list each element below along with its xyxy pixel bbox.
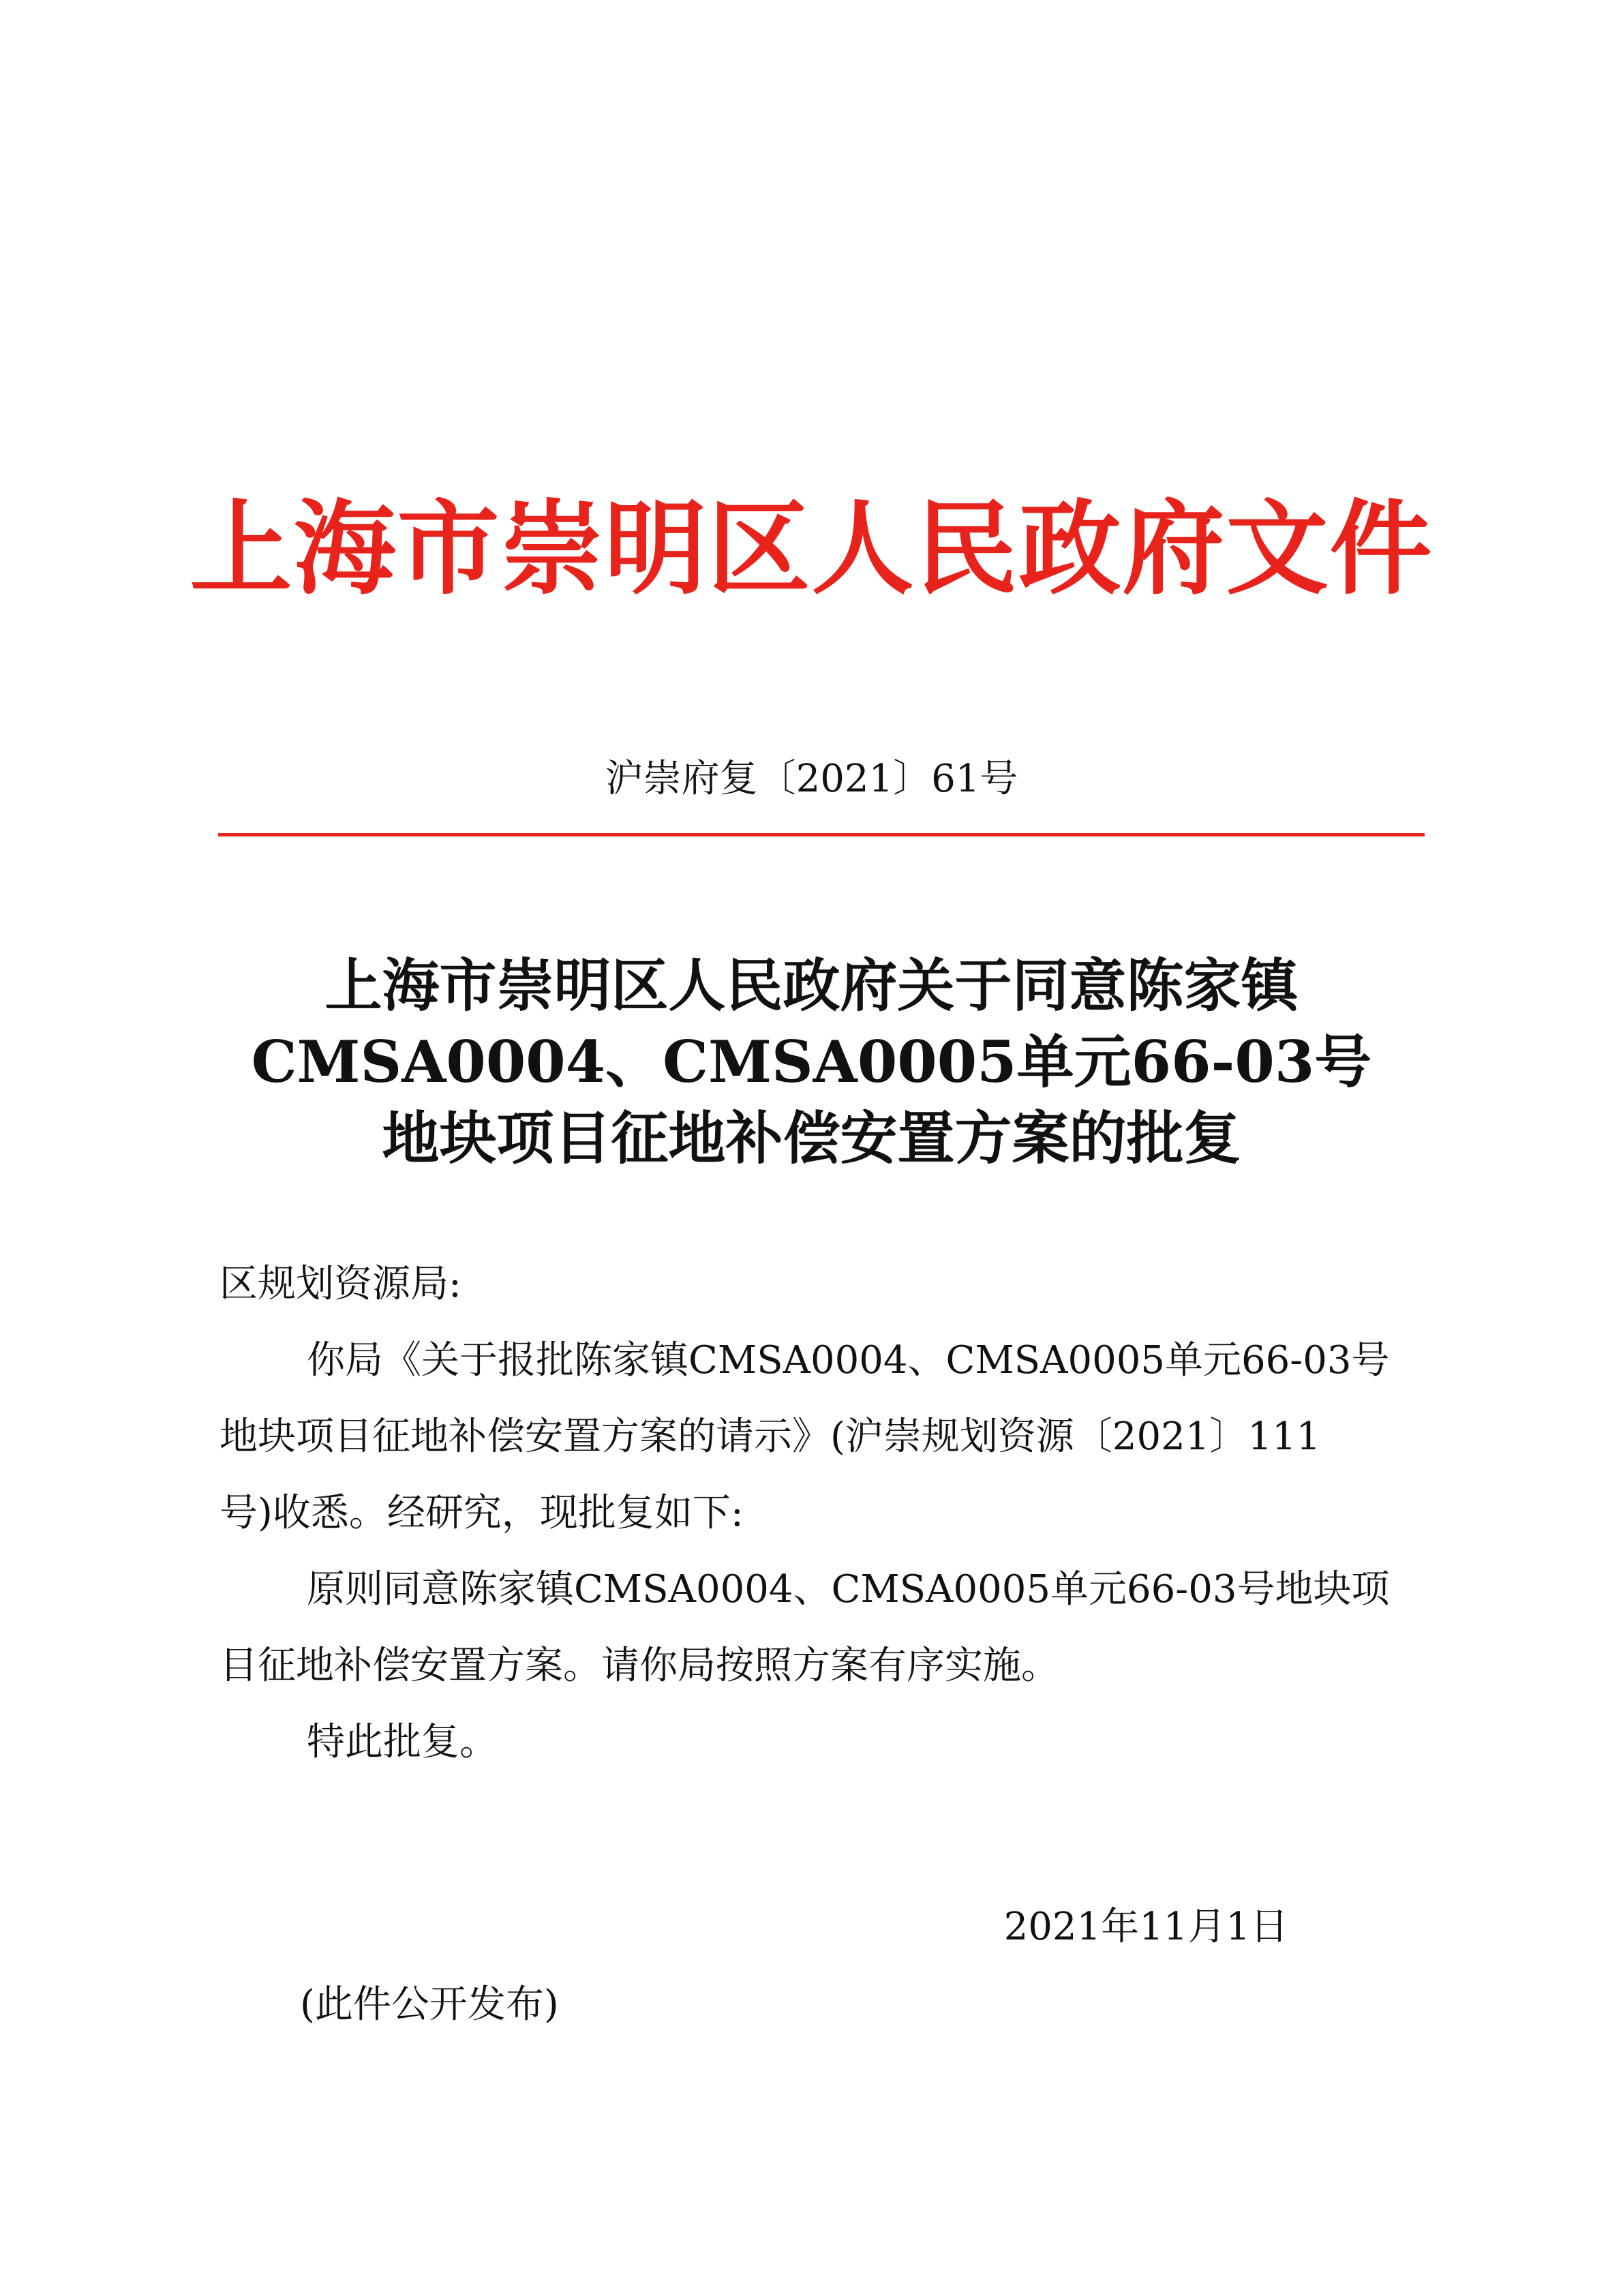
paragraph-2-line-1: 原则同意陈家镇CMSA0004、CMSA0005单元66-03号地块项 — [307, 1567, 1390, 1612]
masthead-title: 上海市崇明区人民政府文件 — [189, 489, 1434, 609]
publication-note: (此件公开发布) — [300, 1982, 559, 2027]
paragraph-3: 特此批复。 — [307, 1720, 498, 1764]
title-line-2: CMSA0004、CMSA0005单元66-03号 — [251, 1028, 1372, 1096]
paragraph-2-line-2: 目征地补偿安置方案。请你局按照方案有序实施。 — [219, 1644, 1059, 1688]
document-body — [219, 1246, 1426, 1781]
red-divider-line — [218, 833, 1425, 836]
paragraph-1-line-1: 你局《关于报批陈家镇CMSA0004、CMSA0005单元66-03号 — [307, 1338, 1390, 1383]
title-line-1: 上海市崇明区人民政府关于同意陈家镇 — [324, 952, 1299, 1019]
issue-date: 2021年11月1日 — [1003, 1905, 1288, 1949]
document-title — [0, 948, 1623, 1177]
title-line-3: 地块项目征地补偿安置方案的批复 — [382, 1104, 1241, 1172]
paragraph-1-line-2: 地块项目征地补偿安置方案的请示》(沪崇规划资源〔2021〕111 — [219, 1415, 1321, 1459]
paragraph-1-line-3: 号)收悉。经研究，现批复如下: — [219, 1491, 744, 1535]
addressee: 区规划资源局: — [219, 1262, 461, 1306]
document-number: 沪崇府复〔2021〕61号 — [605, 757, 1018, 801]
